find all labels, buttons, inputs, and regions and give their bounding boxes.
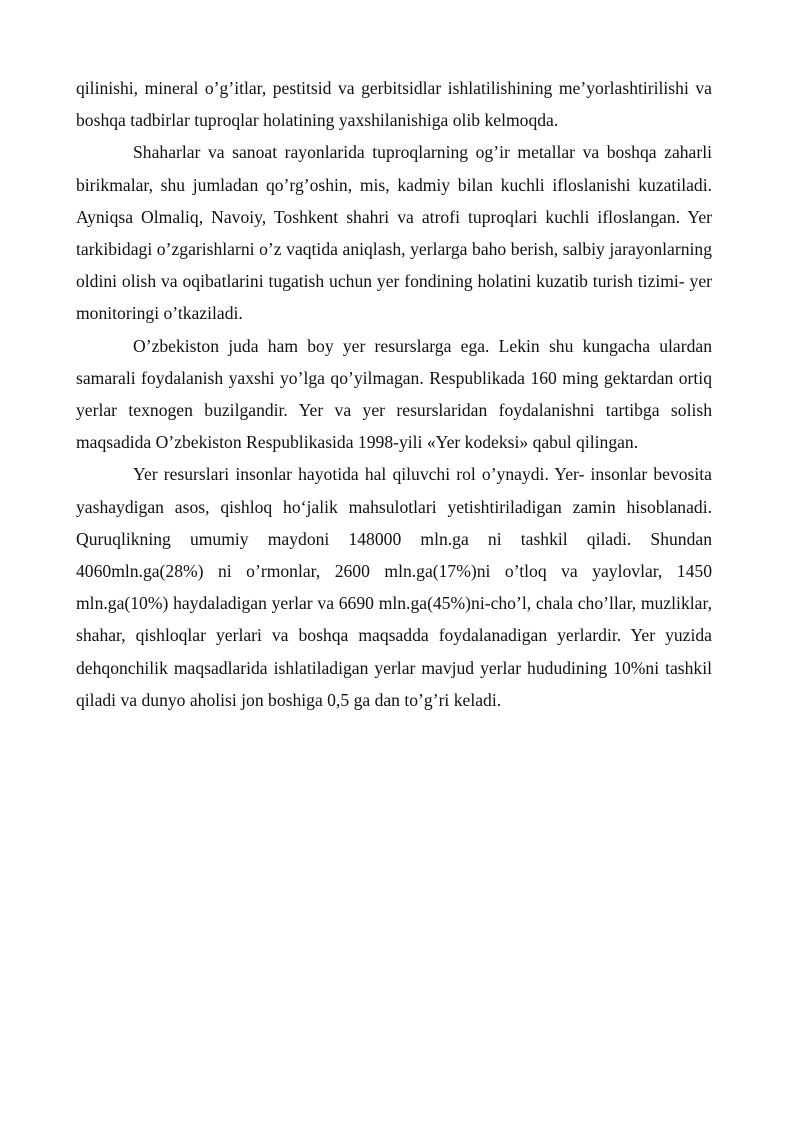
paragraph-land-resources-world: Yer resurslari insonlar hayotida hal qiluvchi rol o’ynaydi. Yer- insonlar bevosita yashaydigan asos, qishloq ho‘jalik mahsulotlari yetishtiriladigan zamin hisoblanadi. Quruqlikning umumiy maydoni 148000 mln.ga ni tashkil qiladi. Shundan 4060mln.ga(28%) ni o’rmonlar, 2600 mln.ga(17%)ni o’tloq va yaylovlar, 1450 mln.ga(10%) haydaladigan yerlar va 6690 mln.ga(45%)ni-cho’l, chala cho’llar, muzliklar, shahar, qishloqlar yerlari va boshqa maqsadda foydalanadigan yerlardir. Yer yuzida dehqonchilik maqsadlarida ishlatiladigan yerlar mavjud yerlar hududining 10%ni tashkil qiladi va dunyo aholisi jon boshiga 0,5 ga dan to’g’ri keladi. (76, 464, 712, 710)
paragraph-land-resources-uzbekistan: O’zbekiston juda ham boy yer resurslarga ega. Lekin shu kungacha ulardan samarali foydalanish yaxshi yo’lga qo’yilmagan. Respublikada 160 ming gektardan ortiq yerlar texnogen buzilgandir. Yer va yer resurslaridan foydalanishni tartibga solish maqsadida O’zbekiston Respublikasida 1998-yili «Yer kodeksi» qabul qilingan. (76, 335, 712, 453)
paragraph-soil-pollution: Shaharlar va sanoat rayonlarida tuproqlarning og’ir metallar va boshqa zaharli birikmalar, shu jumladan qo’rg’oshin, mis, kadmiy bilan kuchli ifloslanishi kuzatiladi. Ayniqsa Olmaliq, Navoiy, Toshkent shahri va atrofi tuproqlari kuchli ifloslangan. Yer tarkibidagi o’zgarishlarni o’z vaqtida aniqlash, yerlarga baho berish, salbiy jarayonlarning oldini olish va oqibatlarini tugatish uchun yer fondining holatini kuzatib turish tizimi- yer monitoringi o’tkaziladi. (76, 142, 712, 324)
paragraph-continued: qilinishi, mineral o’g’itlar, pestitsid va gerbitsidlar ishlatilishining me’yorlashtirilishi va boshqa tadbirlar tuproqlar holatining yaxshilanishiga olib kelmoqda. (76, 78, 712, 131)
body-text (76, 72, 712, 716)
